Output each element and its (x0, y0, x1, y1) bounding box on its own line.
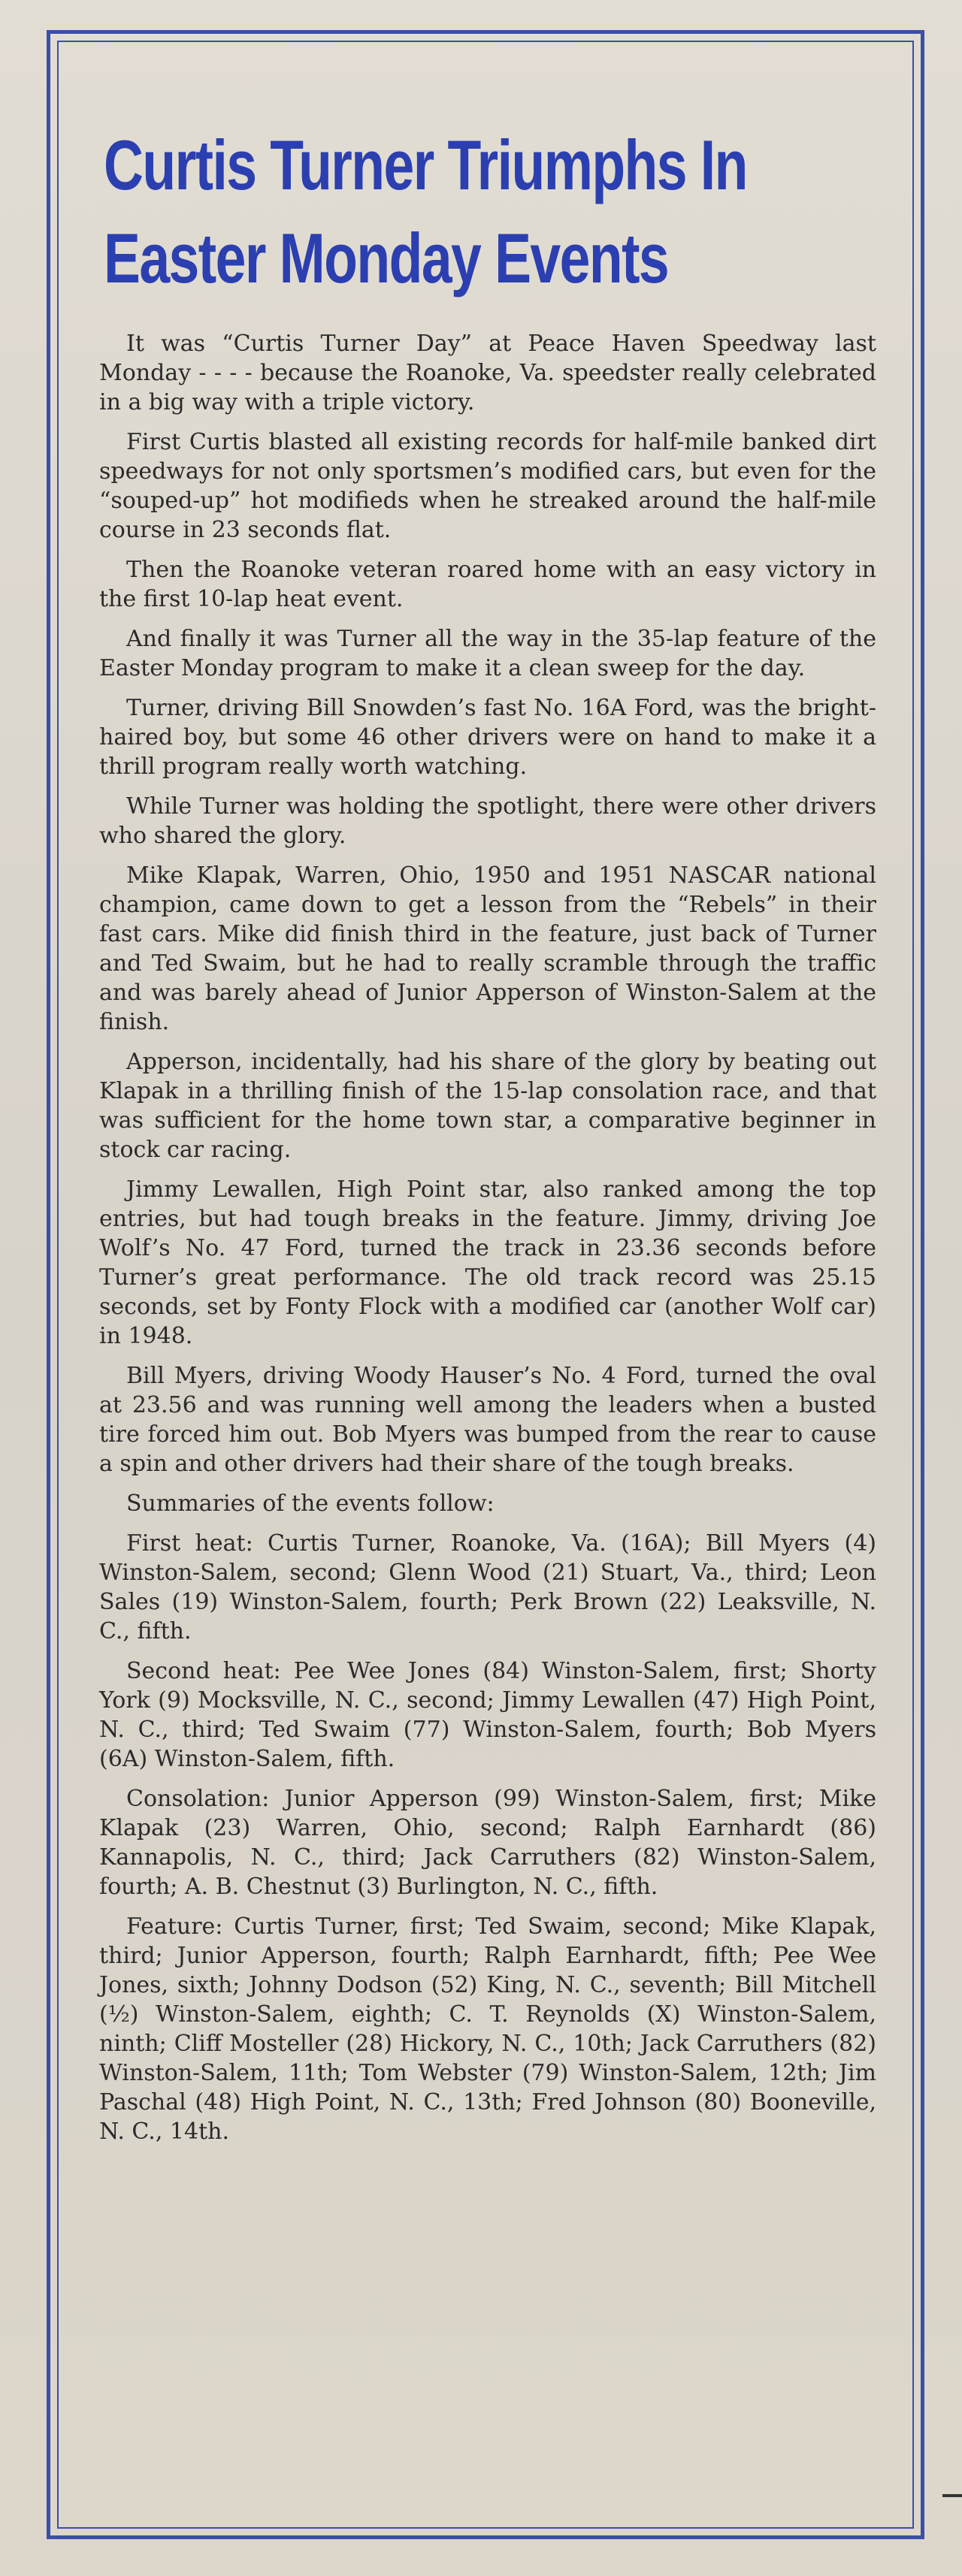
paragraph-7: Mike Klapak, Warren, Ohio, 1950 and 1951 NASCAR national champion, came down to get a lesson from the “Rebels” in their fast cars. Mike did finish third in the feature, just back of Turner and Ted Swaim, but he had to really scramble through the traffic and was barely ahead of Junior Apperson of Winston-Salem at the finish. (99, 862, 876, 1035)
paragraph-10: Bill Myers, driving Woody Hauser’s No. 4 Ford, turned the oval at 23.56 and was running well among the leaders when a busted tire forced him out. Bob Myers was bumped from the rear to cause a spin and other drivers had their share of the tough breaks. (99, 1363, 876, 1477)
summaries-intro: Summaries of the events follow: (126, 1490, 495, 1517)
paragraph-1: It was “Curtis Turner Day” at Peace Haven Speedway last Monday - - - - because the Roanoke, Va. speedster really celebrated in a big way with a triple victory. (99, 331, 876, 415)
article-body (99, 329, 876, 2157)
headline-line-1: Curtis Turner Triumphs In (104, 125, 747, 204)
paragraph-3: Then the Roanoke veteran roared home with an easy victory in the first 10-lap heat event. (99, 557, 876, 612)
first-heat-results: First heat: Curtis Turner, Roanoke, Va. (16A); Bill Myers (4) Winston-Salem, second; Glenn Wood (21) Stuart, Va., third; Leon Sales (19) Winston-Salem, fourth; Perk Brown (22) Leaksville, N. C., fifth. (99, 1530, 876, 1644)
headline (104, 119, 747, 305)
paragraph-2: First Curtis blasted all existing records for half-mile banked dirt speedways for not only sportsmen’s modified cars, but even for the “souped-up” hot modifieds when he streaked around the half-mile course in 23 seconds flat. (99, 429, 876, 543)
paragraph-9: Jimmy Lewallen, High Point star, also ranked among the top entries, but had tough breaks in the feature. Jimmy, driving Joe Wolf’s No. 47 Ford, turned the track in 23.36 seconds before Turner’s great performance. The old track record was 25.15 seconds, set by Fonty Flock with a modified car (another Wolf car) in 1948. (99, 1176, 876, 1349)
feature-results: Feature: Curtis Turner, first; Ted Swaim, second; Mike Klapak, third; Junior Apperson, fourth; Ralph Earnhardt, fifth; Pee Wee Jones, sixth; Johnny Dodson (52) King, N. C., seventh; Bill Mitchell (½) Winston-Salem, eighth; C. T. Reynolds (X) Winston-Salem, ninth; Cliff Mosteller (28) Hickory, N. C., 10th; Jack Carruthers (82) Winston-Salem, 11th; Tom Webster (79) Winston-Salem, 12th; Jim Paschal (48) High Point, N. C., 13th; Fred Johnson (80) Booneville, N. C., 14th. (99, 1913, 876, 2145)
headline-line-2: Easter Monday Events (104, 219, 669, 297)
consolation-results: Consolation: Junior Apperson (99) Winston-Salem, first; Mike Klapak (23) Warren, Ohio, second; Ralph Earnhardt (86) Kannapolis, N. C., third; Jack Carruthers (82) Winston-Salem, fourth; A. B. Chestnut (3) Burlington, N. C., fifth. (99, 1786, 876, 1900)
paragraph-8: Apperson, incidentally, had his share of the glory by beating out Klapak in a thrilling finish of the 15-lap consolation race, and that was sufficient for the home town star, a comparative beginner in stock car racing. (99, 1049, 876, 1163)
second-heat-results: Second heat: Pee Wee Jones (84) Winston-Salem, first; Shorty York (9) Mocksville, N. C., second; Jimmy Lewallen (47) High Point, N. C., third; Ted Swaim (77) Winston-Salem, fourth; Bob Myers (6A) Winston-Salem, fifth. (99, 1658, 876, 1772)
page-edge-mark (942, 2494, 962, 2497)
paragraph-5: Turner, driving Bill Snowden’s fast No. 16A Ford, was the bright-haired boy, but some 46 other drivers were on hand to make it a thrill program really worth watching. (99, 695, 876, 780)
paragraph-6: While Turner was holding the spotlight, there were other drivers who shared the glory. (99, 793, 876, 849)
paragraph-4: And finally it was Turner all the way in the 35-lap feature of the Easter Monday program to make it a clean sweep for the day. (99, 626, 876, 681)
